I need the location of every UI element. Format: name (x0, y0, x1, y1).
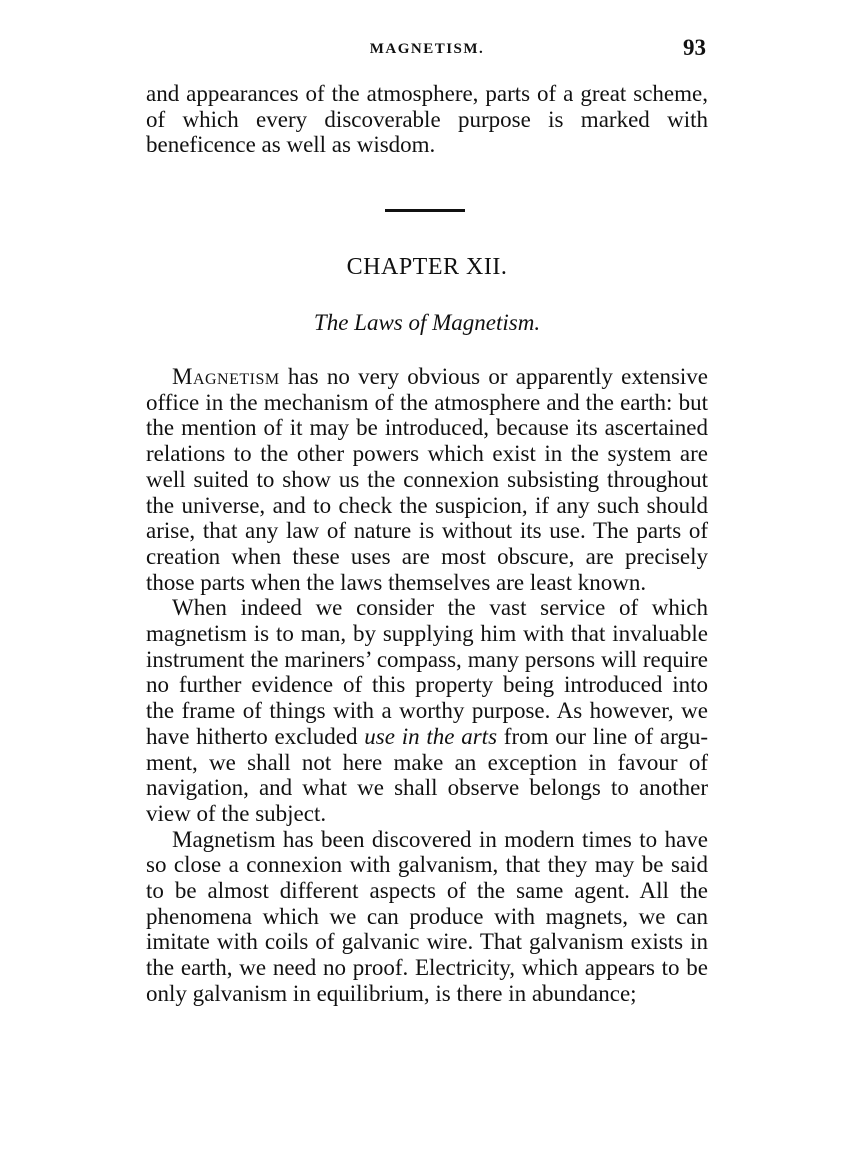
chapter-heading: CHAPTER XII. (346, 254, 508, 280)
running-title: MAGNETISM. (369, 41, 485, 57)
paragraph-1 (146, 364, 708, 595)
chapter-body (146, 364, 708, 1007)
paragraph-1-text: has no very obvious or apparently extensive office in the mechanism of the atmosphere and the earth: but the mention of it may be introduced, because its ascertained relations to the other powers which exist in the system are well suited to show us the connexion subsisting throughout the universe, and to check the suspicion, if any such should arise, that any law of nature is without its use. The parts of creation when these uses are most obscure, are precisely those parts when the laws themselves are least known. (146, 364, 708, 595)
paragraph-3: Magnetism has been discovered in modern times to have so close a connexion with galvanism, that they may be said to be almost different aspects of the same agent. All the phenomena which we can produce with magnets, we can imitate with coils of galvanic wire. That galvanism exists in the earth, we need no proof. Electricity, which appears to be only galvanism in equilibrium, is there in abundance; (146, 826, 708, 1006)
section-divider-rule (385, 209, 465, 212)
continuation-text: and appearances of the atmosphere, parts of a great scheme, of which every discoverable purpose is marked with beneficence as well as wisdom. (146, 81, 708, 158)
paragraph-2 (146, 595, 708, 826)
paragraph-2-text-before: When indeed we consider the vast service of which magnetism is to man, by supplying him with that invaluable instrument the mariners’ compass, many persons will require no further evidence of this property being introduced into the frame of things with a worthy purpose. As however, we have hitherto excluded (146, 595, 708, 749)
continuation-paragraph (146, 81, 708, 158)
paragraph-2-text-after: from our line of argument, we shall not here make an exception in favour of navigation, and what we shall observe belongs to another view of the subject. (146, 723, 708, 826)
paragraph-lead-word: Magnetism (172, 364, 280, 389)
page-number: 93 (683, 35, 706, 60)
running-head (146, 36, 708, 66)
chapter-title: The Laws of Magnetism. (313, 310, 541, 335)
paragraph-2-emphasis: use in the arts (364, 723, 498, 749)
